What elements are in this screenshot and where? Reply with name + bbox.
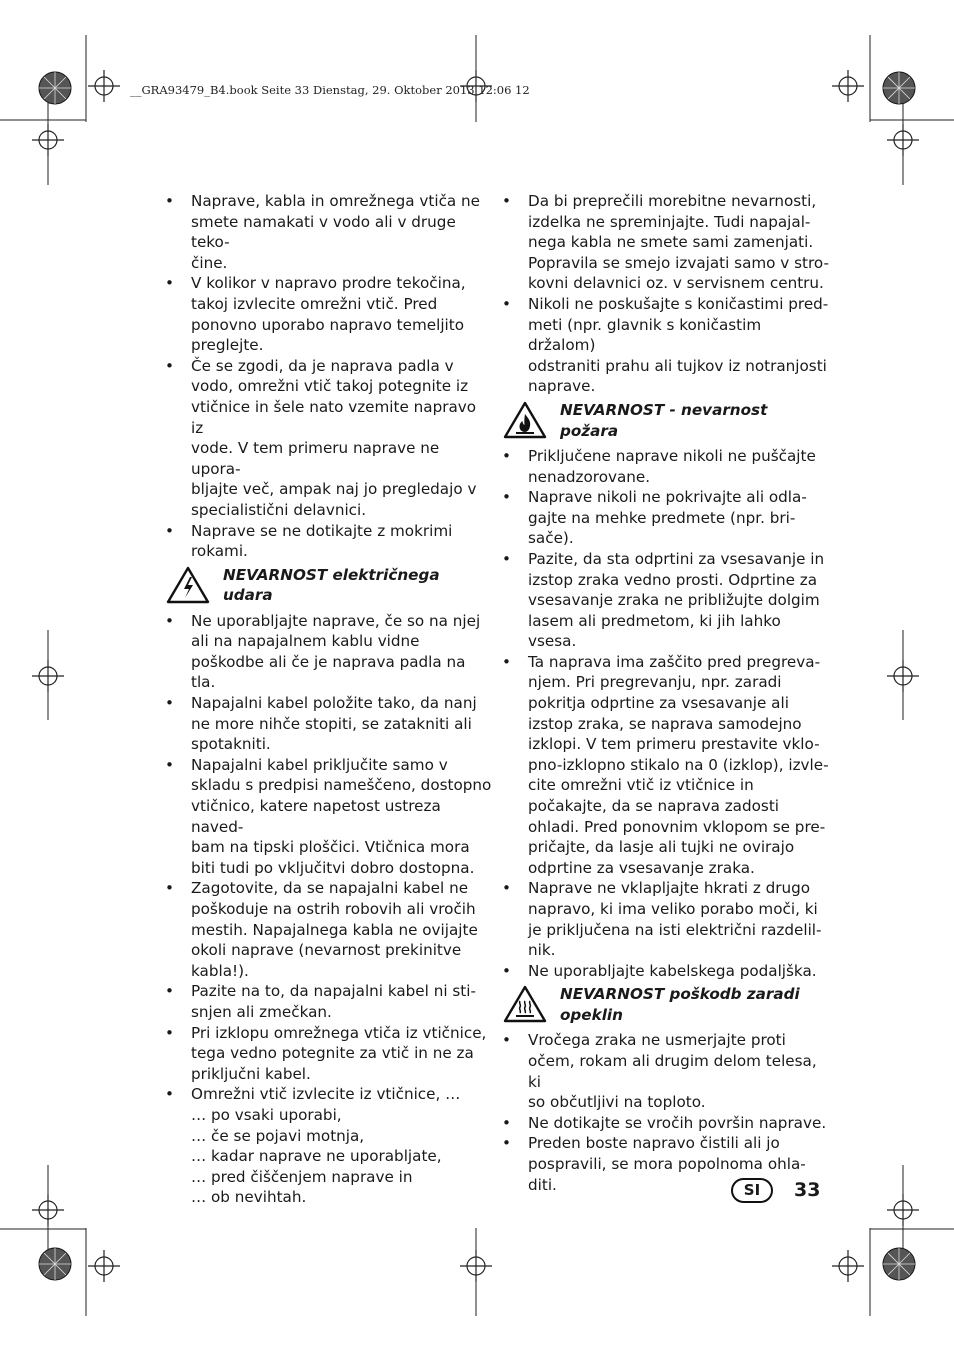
line: Ta naprava ima zaščito pred pregreva- [528, 652, 821, 671]
warning-burn [500, 984, 830, 1030]
line: vode. V tem primeru naprave ne upora- [191, 439, 440, 478]
line: Pazite na to, da napajalni kabel ni sti- [191, 982, 476, 1001]
list-item [500, 652, 830, 879]
warning-title-line: NEVARNOST - nevarnost [560, 400, 768, 419]
line: izstop zraka, se naprava samodejno [528, 714, 802, 733]
list-item [163, 191, 493, 273]
line: preglejte. [191, 336, 264, 355]
line: Naprave se ne dotikajte z mokrimi [191, 521, 453, 540]
line: izdelka ne spreminjajte. Tudi napajal- [528, 212, 811, 231]
line: ali na napajalnem kablu vidne [191, 632, 420, 651]
line: Zagotovite, da se napajalni kabel ne [191, 879, 469, 898]
line: pno-izklopno stikalo na 0 (izklop), izvle- [528, 755, 829, 774]
bullet: • [502, 488, 511, 507]
line: Naprave nikoli ne pokrivajte ali odla- [528, 488, 807, 507]
line: Omrežni vtič izvlecite iz vtičnice, … [191, 1085, 461, 1104]
line: pokritja odprtine za vsesavanje ali [528, 694, 789, 713]
bullet: • [165, 755, 174, 774]
bullet: • [502, 192, 511, 210]
bullet: • [165, 1023, 174, 1042]
bullet: • [502, 549, 511, 568]
line: pričajte, da lasje ali tujki ne ovirajo [528, 838, 795, 857]
line: smete namakati v vodo ali v druge teko- [191, 212, 456, 252]
list-item [500, 961, 830, 982]
line: nega kabla ne smete sami zamenjati. [528, 233, 814, 252]
list-item [500, 1030, 830, 1112]
warning-title-line: NEVARNOST električnega [223, 565, 440, 584]
line: pospravili, se mora popolnoma ohla- [528, 1154, 806, 1173]
line: Če se zgodi, da je naprava padla v [191, 356, 454, 375]
line: Priključene naprave nikoli ne puščajte [528, 446, 816, 465]
line: biti tudi po vključitvi dobro dostopna. [191, 858, 475, 877]
line: poškoduje na ostrih robovih ali vročih [191, 900, 476, 918]
line: vtičnice in šele nato vzemite napravo iz [191, 397, 477, 437]
line: okoli naprave (nevarnost prekinitve [191, 941, 462, 960]
line: gajte na mehke predmete (npr. bri- [528, 508, 796, 527]
warning-electric-shock [163, 565, 493, 611]
sub-item: … kadar naprave ne uporabljate, [191, 1147, 442, 1166]
line: odprtine za vsesavanje zraka. [528, 858, 755, 877]
line: počakajte, da se naprava zadosti [528, 797, 780, 816]
line: Naprave ne vklapljajte hkrati z drugo [528, 879, 811, 898]
line: naprave. [528, 377, 596, 396]
line: Naprave, kabla in omrežnega vtiča ne [191, 192, 481, 210]
list-item [163, 1084, 493, 1105]
line: Napajalni kabel položite tako, da nanj [191, 694, 477, 713]
hot-surface-warning-icon [503, 985, 547, 1023]
line: napravo, ki ima veliko porabo moči, ki [528, 900, 818, 918]
list-item [500, 487, 830, 549]
bullet: • [165, 521, 174, 540]
bullet: • [165, 611, 174, 630]
sub-item: … če se pojavi motnja, [191, 1126, 365, 1145]
line: so občutljivi na toploto. [528, 1093, 706, 1112]
line: cite omrežni vtič iz vtičnice in [528, 776, 754, 795]
list-item [500, 294, 830, 397]
line: kovni delavnici oz. v servisnem centru. [528, 274, 824, 293]
line: tla. [191, 673, 216, 692]
warning-title-line: opeklin [560, 1005, 623, 1024]
line: Vročega zraka ne usmerjajte proti [528, 1031, 786, 1050]
line: ohladi. Pred ponovnim vklopom se pre- [528, 817, 826, 836]
right-column [500, 191, 830, 1195]
line: vtičnico, katere napetost ustreza naved- [191, 797, 441, 836]
sub-list [163, 1105, 493, 1208]
line: bam na tipski ploščici. Vtičnica mora [191, 838, 470, 857]
warning-title-line: NEVARNOST poškodb zaradi [560, 985, 800, 1004]
line: ponovno uporabo napravo temeljito [191, 315, 465, 334]
line: vsesavanje zraka ne približujte dolgim [528, 591, 820, 610]
line: poškodbe ali če je naprava padla na [191, 652, 466, 671]
warning-title-line: udara [223, 586, 273, 605]
line: ne more nihče stopiti, se zatakniti ali [191, 714, 472, 733]
list-item [163, 981, 493, 1022]
line: tega vedno potegnite za vtič in ne za [191, 1044, 474, 1063]
bullet: • [502, 1031, 511, 1050]
line: Preden boste napravo čistili ali jo [528, 1134, 780, 1153]
line: rokami. [191, 542, 248, 561]
line: spotakniti. [191, 735, 271, 754]
list-item [163, 1023, 493, 1085]
line: skladu s predpisi nameščeno, dostopno [191, 776, 492, 795]
bullet: • [165, 1085, 174, 1104]
list-item [163, 693, 493, 755]
bullet: • [502, 652, 511, 671]
line: čine. [191, 253, 228, 272]
list-item [500, 878, 830, 960]
list-item [163, 878, 493, 981]
list-item [500, 549, 830, 652]
electric-shock-warning-icon [166, 566, 210, 604]
sub-item: … ob nevihtah. [191, 1188, 307, 1207]
line: snjen ali zmečkan. [191, 1002, 332, 1021]
line: kabla!). [191, 961, 249, 980]
line: diti. [528, 1175, 557, 1194]
bullet: • [165, 192, 174, 210]
bullet: • [502, 879, 511, 898]
line: Ne uporabljajte kabelskega podaljška. [528, 961, 817, 980]
left-column [163, 191, 493, 1208]
list-item [500, 446, 830, 487]
line: izklopi. V tem primeru prestavite vklo- [528, 735, 820, 754]
line: vodo, omrežni vtič takoj potegnite iz [191, 377, 469, 396]
sub-item: … pred čiščenjem naprave in [191, 1167, 413, 1186]
list-item [163, 611, 493, 693]
list-item [163, 356, 493, 521]
list-item [163, 273, 493, 355]
line: izstop zraka vedno prosti. Odprtine za [528, 570, 818, 589]
list-item [500, 1133, 830, 1195]
line: V kolikor v napravo prodre tekočina, [191, 274, 466, 293]
line: Da bi preprečili morebitne nevarnosti, [528, 192, 817, 210]
bullet: • [502, 446, 511, 465]
sub-item: … po vsaki uporabi, [191, 1105, 342, 1124]
bullet: • [165, 274, 174, 293]
bullet: • [502, 961, 511, 980]
line: Popravila se smejo izvajati samo v stro- [528, 253, 829, 272]
list-item [163, 521, 493, 562]
bullet: • [165, 694, 174, 713]
line: Napajalni kabel priključite samo v [191, 755, 448, 774]
line: lasem ali predmetom, ki jih lahko vsesa. [528, 611, 781, 651]
bullet: • [165, 879, 174, 898]
line: specialistični delavnici. [191, 500, 367, 519]
bullet: • [502, 1113, 511, 1132]
bullet: • [502, 1134, 511, 1153]
line: sače). [528, 529, 574, 548]
line: Ne dotikajte se vročih površin naprave. [528, 1113, 827, 1132]
list-item [500, 191, 830, 294]
line: nenadzorovane. [528, 467, 651, 486]
bullet: • [165, 356, 174, 375]
line: takoj izvlecite omrežni vtič. Pred [191, 294, 438, 313]
line: Pri izklopu omrežnega vtiča iz vtičnice, [191, 1023, 487, 1042]
list-item [500, 1113, 830, 1134]
line: nik. [528, 941, 556, 960]
line: Nikoli ne poskušajte s koničastimi pred- [528, 294, 829, 313]
line: meti (npr. glavnik s koničastim držalom) [528, 315, 762, 355]
bullet: • [165, 982, 174, 1001]
line: njem. Pri pregrevanju, npr. zaradi [528, 673, 782, 692]
book-file-info: __GRA93479_B4.book Seite 33 Dienstag, 29. Oktober 2013 12:06 12 [130, 83, 530, 97]
fire-warning-icon [503, 401, 547, 439]
line: očem, rokam ali drugim delom telesa, ki [528, 1051, 817, 1091]
language-badge: SI [731, 1178, 773, 1203]
warning-fire [500, 400, 830, 446]
list-item [163, 755, 493, 879]
bullet: • [502, 294, 511, 313]
line: je priključena na isti električni razdelil- [528, 920, 822, 939]
line: Ne uporabljajte naprave, če so na njej [191, 611, 481, 630]
line: odstraniti prahu ali tujkov iz notranjosti [528, 356, 827, 375]
line: priključni kabel. [191, 1064, 311, 1083]
line: Pazite, da sta odprtini za vsesavanje in [528, 549, 825, 568]
line: mestih. Napajalnega kabla ne ovijajte [191, 920, 478, 939]
page-number: 33 [794, 1179, 821, 1201]
line: bljajte več, ampak naj jo pregledajo v [191, 480, 477, 499]
warning-title-line: požara [560, 421, 619, 440]
